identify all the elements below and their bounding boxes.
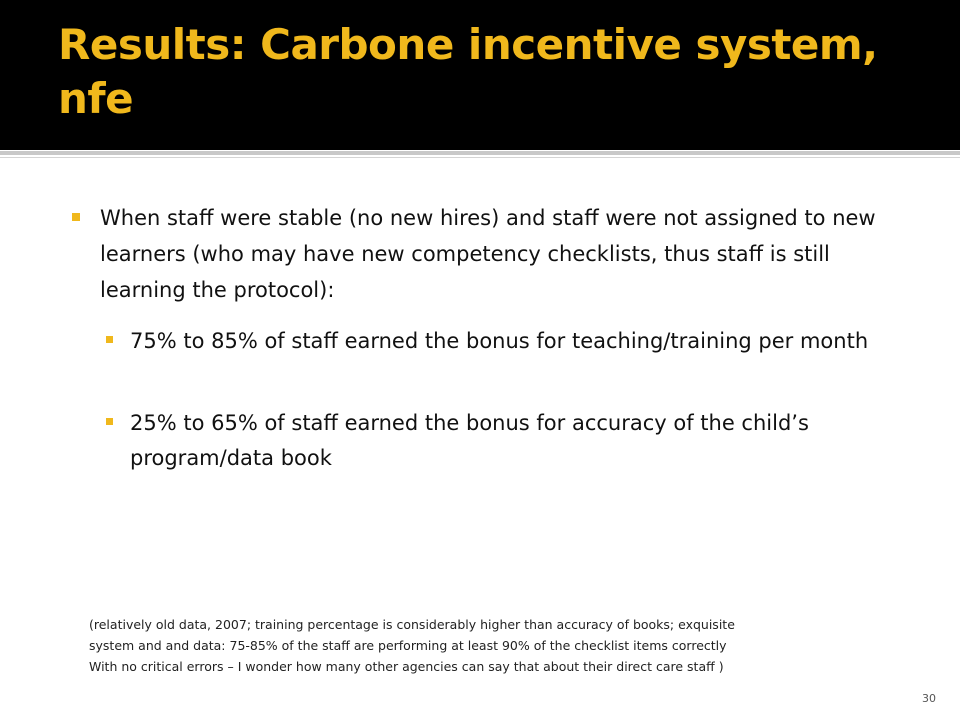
- sub-bullet-square-icon: [106, 336, 113, 343]
- footnote-line: system and and data: 75-85% of the staff are performing at least 90% of the checklist items correctly: [89, 638, 727, 653]
- title-divider: [0, 151, 960, 155]
- main-bullet-text: When staff were stable (no new hires) and staff were not assigned to new learners (who may have new competency checklists, thus staff is still learning the protocol):: [100, 206, 876, 302]
- footnote: [89, 614, 889, 677]
- slide-number: 30: [922, 692, 936, 705]
- sub-bullet-text: 25% to 65% of staff earned the bonus for accuracy of the child’s program/data book: [130, 411, 809, 470]
- title-divider-thin: [0, 157, 960, 158]
- footnote-line: (relatively old data, 2007; training percentage is considerably higher than accuracy of books; exquisite: [89, 617, 735, 632]
- slide-title: Results: Carbone incentive system, nfe: [58, 20, 878, 123]
- footnote-line: With no critical errors – I wonder how many other agencies can say that about their direct care staff ): [89, 659, 724, 674]
- sub-bullet-square-icon: [106, 418, 113, 425]
- sub-bullet-text: 75% to 85% of staff earned the bonus for teaching/training per month: [130, 329, 869, 353]
- bullet-square-icon: [72, 213, 80, 221]
- title-bar: [0, 0, 960, 150]
